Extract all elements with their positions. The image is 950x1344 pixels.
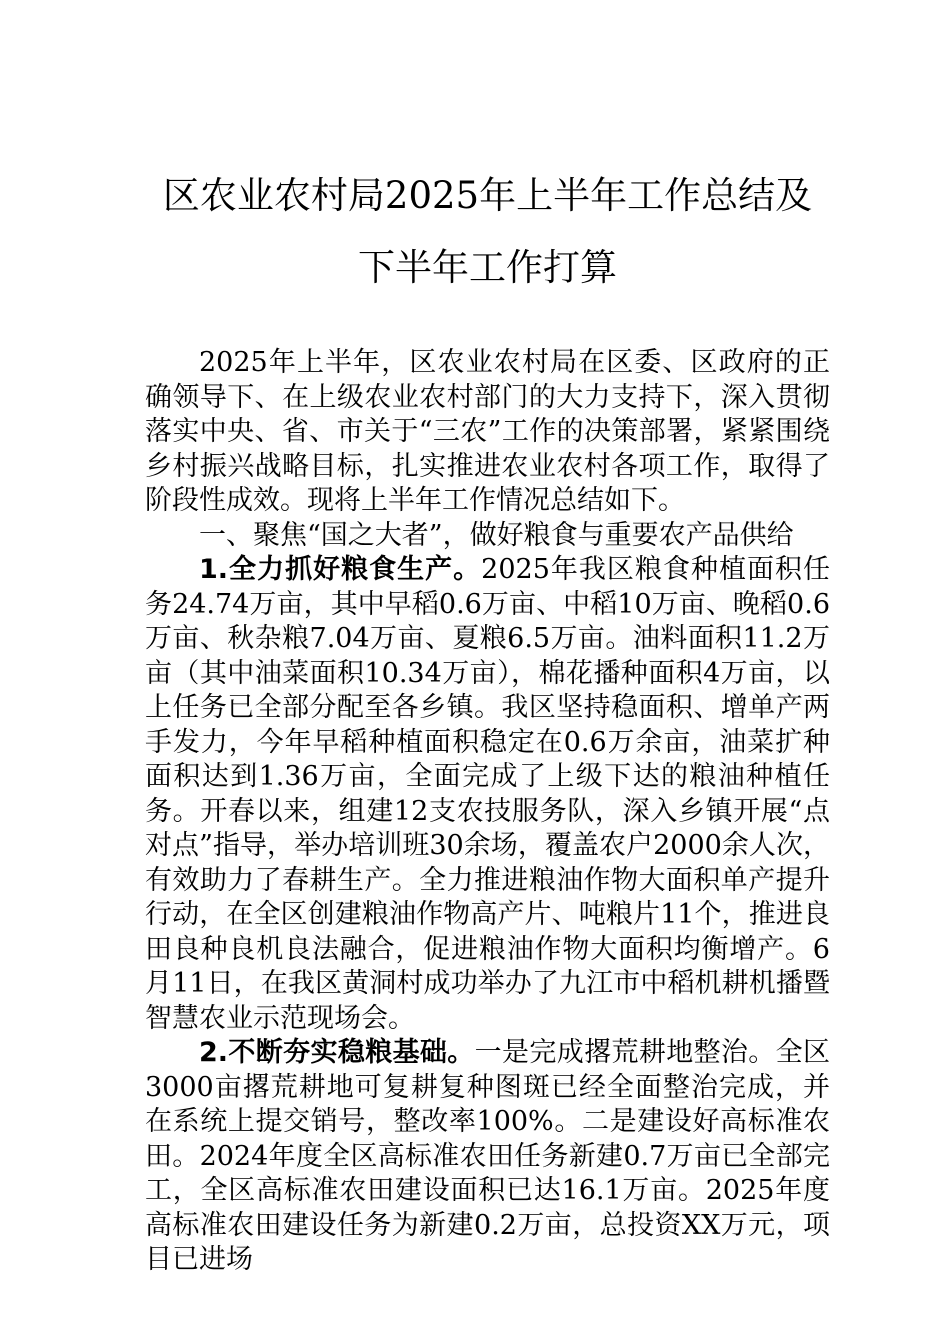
document-body — [145, 346, 830, 1278]
section-heading: 一、聚焦“国之大者”，做好粮食与重要农产品供给 — [199, 519, 794, 551]
item-lead: 2.不断夯实稳粮基础。 — [199, 1037, 475, 1068]
item-text: 2025年我区粮食种植面积任务24.74万亩，其中早稻0.6万亩、中稻10万亩、晚稻0.6万亩、秋杂粮7.04万亩、夏粮6.5万亩。油料面积11.2万亩（其中油菜面积10.34万亩），棉花播种面积4万亩，以上任务已全部分配至各乡镇。我区坚持稳面积、增单产两手发力，今年早稻种植面积稳定在0.6万余亩，油菜扩种面积达到1.36万亩，全面完成了上级下达的粮油种植任务。开春以来，组建12支农技服务队，深入乡镇开展“点对点”指导，举办培训班30余场，覆盖农户2000余人次，有效助力了春耕生产。全力推进粮油作物大面积单产提升行动，在全区创建粮油作物高产片、吨粮片11个，推进良田良种良机良法融合，促进粮油作物大面积均衡增产。6月11日，在我区黄洞村成功举办了九江市中稻机耕机播暨智慧农业示范现场会。 — [145, 554, 831, 1034]
item-text: 一是完成撂荒耕地整治。全区3000亩撂荒耕地可复耕复种图斑已经全面整治完成，并在系统上提交销号，整改率100%。二是建设好高标准农田。2024年度全区高标准农田任务新建0.7万亩已全部完工，全区高标准农田建设面积已达16.1万亩。2025年度高标准农田建设任务为新建0.2万亩，总投资XX万元，项目已进场 — [145, 1037, 831, 1275]
item-paragraph — [145, 553, 830, 1036]
item-lead: 1.全力抓好粮食生产。 — [199, 554, 482, 585]
intro-paragraph: 2025年上半年，区农业农村局在区委、区政府的正确领导下、在上级农业农村部门的大力支持下，深入贯彻落实中央、省、市关于“三农”工作的决策部署，紧紧围绕乡村振兴战略目标，扎实推进农业农村各项工作，取得了阶段性成效。现将上半年工作情况总结如下。 — [145, 347, 830, 516]
document-title: 区农业农村局2025年上半年工作总结及下半年工作打算 — [162, 174, 813, 289]
item-paragraph — [145, 1036, 830, 1278]
